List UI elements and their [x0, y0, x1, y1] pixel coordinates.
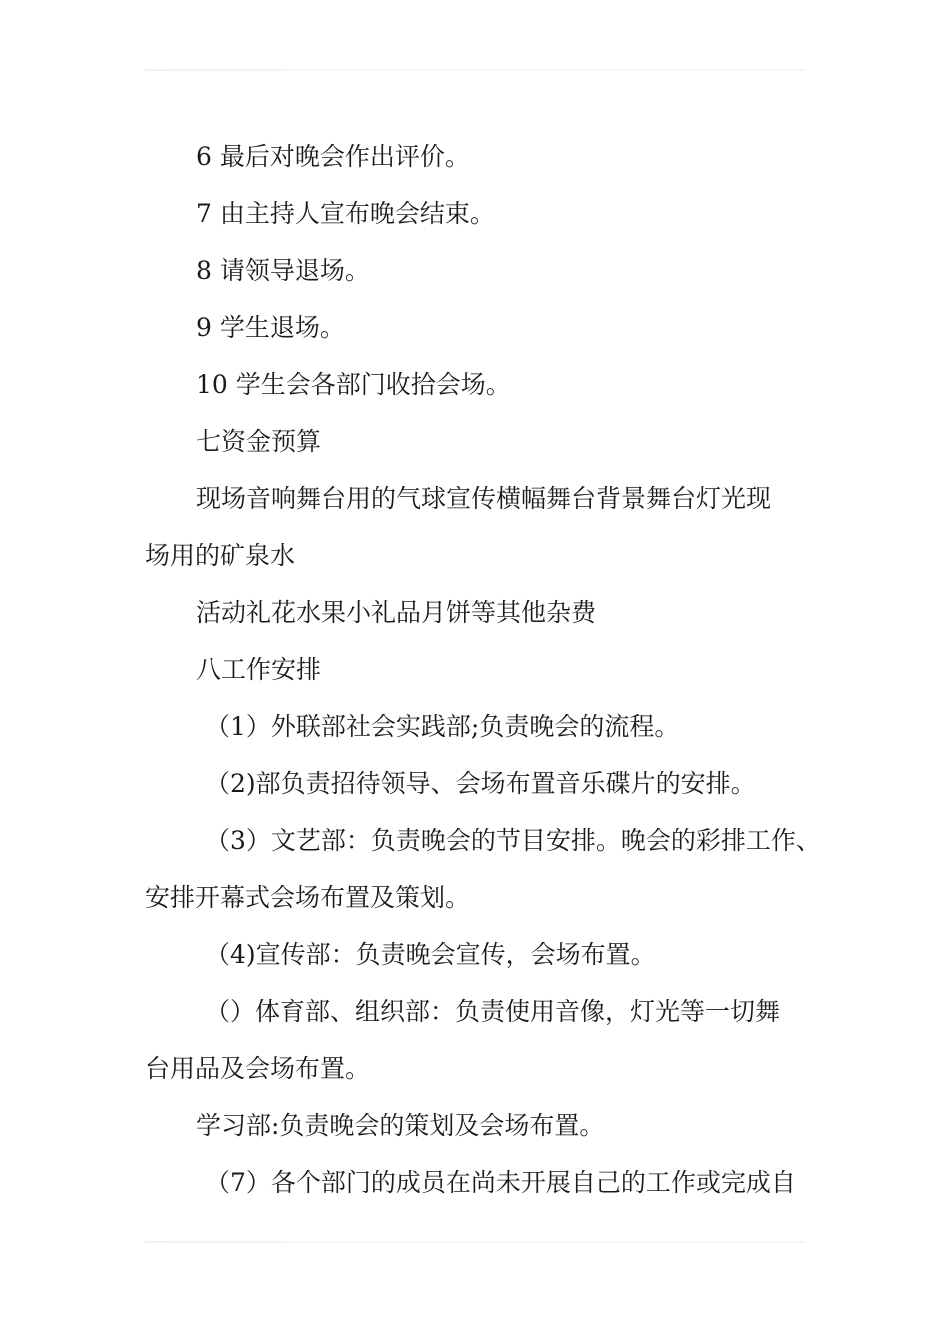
paragraph-line: 学习部:负责晚会的策划及会场布置。	[196, 1111, 605, 1140]
section-heading: 八工作安排	[196, 655, 322, 684]
paragraph-line: 活动礼花水果小礼品月饼等其他杂费	[196, 598, 597, 627]
paragraph-line: 台用品及会场布置。	[145, 1054, 371, 1083]
paragraph-line: 8 请领导退场。	[196, 256, 370, 285]
paragraph-line: 10 学生会各部门收拾会场。	[196, 370, 511, 399]
paragraph-line: 9 学生退场。	[196, 313, 345, 342]
list-item: （）体育部、组织部：负责使用音像，灯光等一切舞	[205, 997, 781, 1026]
document-body	[145, 128, 821, 1211]
header-rule	[145, 69, 805, 71]
paragraph-line: 7 由主持人宣布晚会结束。	[196, 199, 495, 228]
section-heading: 七资金预算	[196, 427, 322, 456]
list-item: （7）各个部门的成员在尚未开展自己的工作或完成自	[205, 1168, 796, 1197]
footer-rule	[145, 1241, 805, 1243]
paragraph-line: 6 最后对晚会作出评价。	[196, 142, 470, 171]
paragraph-line: 安排开幕式会场布置及策划。	[145, 883, 471, 912]
list-item: （3）文艺部：负责晚会的节目安排。晚会的彩排工作、	[205, 826, 821, 855]
list-item: （2)部负责招待领导、会场布置音乐碟片的安排。	[205, 769, 756, 798]
list-item: （1）外联部社会实践部;负责晚会的流程。	[205, 712, 680, 741]
paragraph-line: 现场音响舞台用的气球宣传横幅舞台背景舞台灯光现	[196, 484, 772, 513]
paragraph-line: 场用的矿泉水	[145, 541, 296, 570]
list-item: （4)宣传部：负责晚会宣传，会场布置。	[205, 940, 656, 969]
